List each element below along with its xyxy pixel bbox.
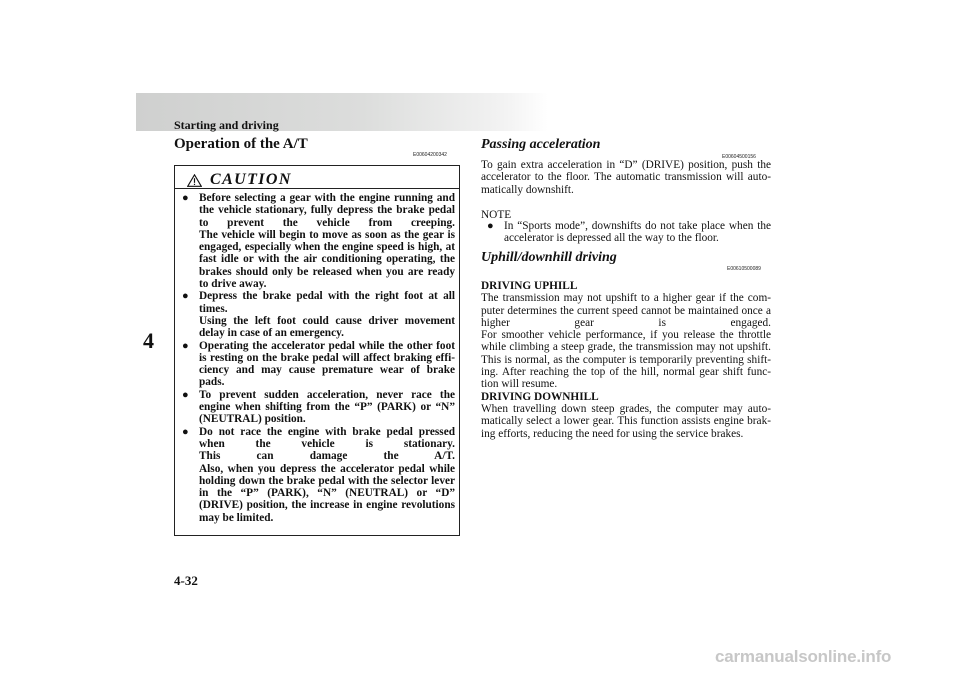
text-line: higher gear is engaged. [481, 316, 771, 329]
bullet-icon: ● [182, 388, 189, 401]
text-line: ciency and may cause premature wear of brake [199, 364, 455, 377]
uphill-heading: Uphill/downhill driving [481, 250, 617, 265]
driving-downhill-text [481, 403, 771, 440]
watermark: carmanualsonline.info [715, 647, 892, 666]
section-title: Starting and driving [174, 118, 279, 132]
note-text [504, 220, 771, 245]
text-line: Operating the accelerator pedal while the other foot [199, 339, 455, 352]
text-line: To prevent sudden acceleration, never race the [199, 388, 455, 401]
passing-code: E00604500156 [722, 154, 756, 160]
note-label: NOTE [481, 209, 512, 221]
text-line: This can damage the A/T. [199, 450, 455, 463]
caution-title: CAUTION [210, 171, 292, 188]
operation-heading: Operation of the A/T [174, 136, 308, 152]
text-line: ing. After reaching the top of the hill, normal gear shift func- [481, 366, 771, 379]
text-line: to drive away. [199, 278, 267, 291]
text-line: when the vehicle is stationary. [199, 437, 455, 450]
chapter-tab-number: 4 [143, 328, 154, 353]
passing-body [481, 159, 771, 196]
text-line: matically select a lower gear. This function assists engine brak- [481, 415, 771, 428]
text-line: times. [199, 302, 228, 315]
caution-item [181, 426, 455, 524]
bullet-icon: ● [182, 425, 189, 438]
uphill-section [481, 280, 771, 440]
text-line: For smoother vehicle performance, if you release the throttle [481, 329, 771, 342]
driving-downhill-title: DRIVING DOWNHILL [481, 390, 599, 403]
text-line: pads. [199, 376, 225, 389]
text-line: engine when shifting from the “P” (PARK) or “N” [199, 401, 455, 414]
caution-list [181, 192, 455, 524]
text-line: engaged, especially when the engine speed is high, at [199, 241, 455, 254]
text-line: while climbing a steep grade, the transmission may not upshift. [481, 341, 771, 354]
text-line: puter determines the current speed cannot be maintained once a [481, 304, 771, 317]
bullet-icon: ● [487, 220, 494, 232]
text-line: delay in case of an emergency. [199, 327, 344, 340]
text-line: to prevent the vehicle from creeping. [199, 216, 455, 229]
note-list [481, 220, 771, 245]
text-line: Using the left foot could cause driver movement [199, 314, 455, 327]
caution-item [181, 290, 455, 339]
text-line: To gain extra acceleration in “D” (DRIVE) position, push the [481, 159, 771, 171]
caution-divider [175, 188, 459, 189]
text-line: Do not race the engine with brake pedal pressed [199, 425, 455, 438]
text-line: accelerator to the floor. The automatic transmission will auto- [481, 171, 771, 184]
text-line: fast idle or with the air conditioning operating, the [199, 253, 455, 266]
text-line: (DRIVE) position, the increase in engine revolutions [199, 499, 455, 512]
text-line: holding down the brake pedal with the selector lever [199, 474, 455, 487]
text-line: The transmission may not upshift to a higher gear if the com- [481, 292, 771, 305]
operation-code: E00604200342 [413, 152, 447, 158]
text-line: Depress the brake pedal with the right foot at all [199, 290, 455, 303]
text-line: tion will resume. [481, 378, 558, 391]
uphill-code: E00610500089 [727, 266, 761, 272]
caution-item [181, 389, 455, 426]
text-line: Also, when you depress the accelerator pedal while [199, 462, 455, 475]
text-line: in the “P” (PARK), “N” (NEUTRAL) or “D” [199, 487, 455, 500]
passing-heading: Passing acceleration [481, 137, 601, 152]
caution-box [174, 165, 460, 536]
driving-uphill-title: DRIVING UPHILL [481, 280, 578, 292]
text-line: This is normal, as the computer is temporarily preventing shift- [481, 353, 771, 366]
bullet-icon: ● [182, 339, 189, 352]
text-line: In “Sports mode”, downshifts do not take place when the [504, 220, 771, 232]
text-line: ing efforts, reducing the need for using the service brakes. [481, 427, 744, 440]
text-line: The vehicle will begin to move as soon as the gear is [199, 228, 455, 241]
text-line: When travelling down steep grades, the computer may auto- [481, 402, 771, 415]
text-line: accelerator is depressed all the way to the floor. [504, 232, 719, 245]
caution-item [181, 340, 455, 389]
caution-item [181, 192, 455, 290]
text-line: may be limited. [199, 511, 274, 524]
bullet-icon: ● [182, 192, 189, 204]
warning-triangle-icon [187, 174, 202, 187]
bullet-icon: ● [182, 290, 189, 303]
caution-header [187, 171, 292, 189]
text-line: brakes should only be released when you are ready [199, 265, 455, 278]
driving-uphill-text [481, 292, 771, 390]
text-line: Before selecting a gear with the engine running and [199, 192, 455, 204]
text-line: (NEUTRAL) position. [199, 413, 306, 426]
text-line: is resting on the brake pedal will affect braking effi- [199, 351, 455, 364]
page-number: 4-32 [174, 573, 198, 588]
text-line: matically downshift. [481, 183, 574, 196]
text-line: the vehicle stationary, fully depress the brake pedal [199, 204, 455, 217]
note-item [481, 220, 771, 245]
